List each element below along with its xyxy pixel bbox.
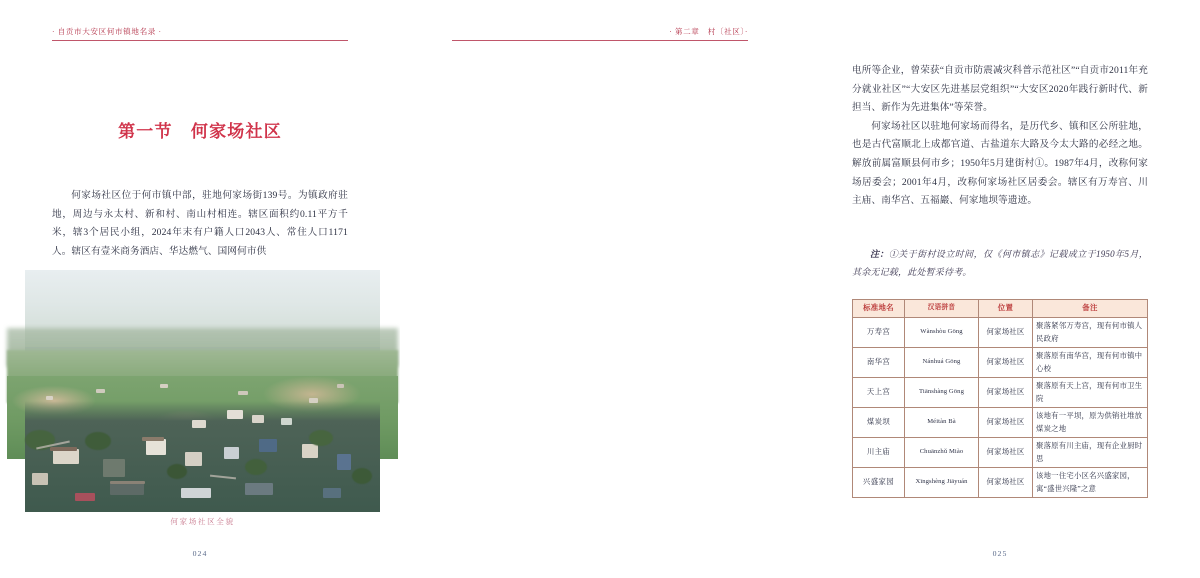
photo-caption: 何家场社区全貌 [170,517,235,526]
left-running-head: · 自贡市大安区何市镇地名录 · [52,27,162,36]
cell-note: 聚落紧邻万寿宫，现有何市镇人民政府 [1033,318,1148,348]
footnote-block [852,245,1148,281]
table-header-row [853,300,1148,318]
cell-note: 该地一住宅小区名兴盛家园，寓“盛世兴隆”之意 [1033,468,1148,498]
table-row [853,468,1148,498]
left-folio: 024 [192,549,208,558]
cell-name: 天上宫 [853,378,905,408]
footnote-label: 注： [870,249,889,259]
cell-name: 万寿宫 [853,318,905,348]
cell-pinyin: Méitàn Bà [905,408,979,438]
cell-location: 何家场社区 [979,408,1033,438]
cell-pinyin: Wànshòu Gōng [905,318,979,348]
left-body-text [52,187,348,261]
table-row [853,348,1148,378]
cell-location: 何家场社区 [979,438,1033,468]
header-remarks: 备注 [1033,300,1148,318]
left-page [0,0,400,578]
table-body [853,318,1148,498]
right-paragraph-1: 电所等企业，曾荣获“自贡市防震减灾科普示范社区”“自贡市2011年充分就业社区”“大安区先进基层党组织”“大安区2020年践行新时代、新担当、新作为先进集体”等荣誉。 [852,65,1148,114]
right-folio: 025 [992,549,1008,558]
table-row [853,438,1148,468]
cell-name: 川主庙 [853,438,905,468]
header-standard-name: 标准地名 [853,300,905,318]
cell-location: 何家场社区 [979,378,1033,408]
left-header-rule [52,40,348,41]
right-page [400,0,1148,578]
cell-location: 何家场社区 [979,348,1033,378]
cell-note: 聚落原有天上宫，现有何市卫生院 [1033,378,1148,408]
cell-note: 聚落原有南华宫，现有何市镇中心校 [1033,348,1148,378]
header-location: 位置 [979,300,1033,318]
table-row [853,318,1148,348]
section-title: 第一节 何家场社区 [118,122,282,141]
cell-name: 煤炭坝 [853,408,905,438]
aerial-photo [25,270,380,512]
cell-location: 何家场社区 [979,468,1033,498]
right-body-text [852,62,1148,211]
cell-note: 该地有一平坝，原为供销社堆放煤炭之地 [1033,408,1148,438]
table-row [853,408,1148,438]
place-names-table [852,299,1148,498]
cell-pinyin: Tiānshàng Gōng [905,378,979,408]
table-row [853,378,1148,408]
right-paragraph-2: 何家场社区以驻地何家场而得名，是历代乡、镇和区公所驻地，也是古代富顺北上成都官道、古盐道东大路及今太大路的必经之地。解放前属富顺县何市乡；1950年5月建街村①。1987年4月，改称何家场居委会；2001年4月，改称何家场社区居委会。辖区有万寿宫、川主庙、南华宫、五福巖、何家地坝等遗迹。 [852,120,1148,207]
cell-pinyin: Chuānzhǔ Miào [905,438,979,468]
header-pinyin: 汉语拼音 [905,300,979,318]
cell-pinyin: Xīngshèng Jiāyuán [905,468,979,498]
left-paragraph-1: 何家场社区位于何市镇中部，驻地何家场街139号。为镇政府驻地，周边与永太村、新和村、南山村相连。辖区面积约0.11平方千米，辖3个居民小组，2024年末有户籍人口2043人、常住人口1171人。辖区有壹米商务酒店、华达燃气、国网何市供 [52,190,348,257]
right-header-rule [452,40,748,41]
photo-content [25,270,380,512]
cell-name: 南华宫 [853,348,905,378]
cell-note: 聚落原有川主庙，现有企业厨时思 [1033,438,1148,468]
footnote-text: ①关于街村设立时间，仅《何市镇志》记载成立于1950年5月，其余无记载，此处暂采待考。 [852,249,1148,277]
cell-location: 何家场社区 [979,318,1033,348]
right-running-head: · 第二章 村〔社区〕· [669,27,748,36]
cell-pinyin: Nánhuá Gōng [905,348,979,378]
cell-name: 兴盛家园 [853,468,905,498]
